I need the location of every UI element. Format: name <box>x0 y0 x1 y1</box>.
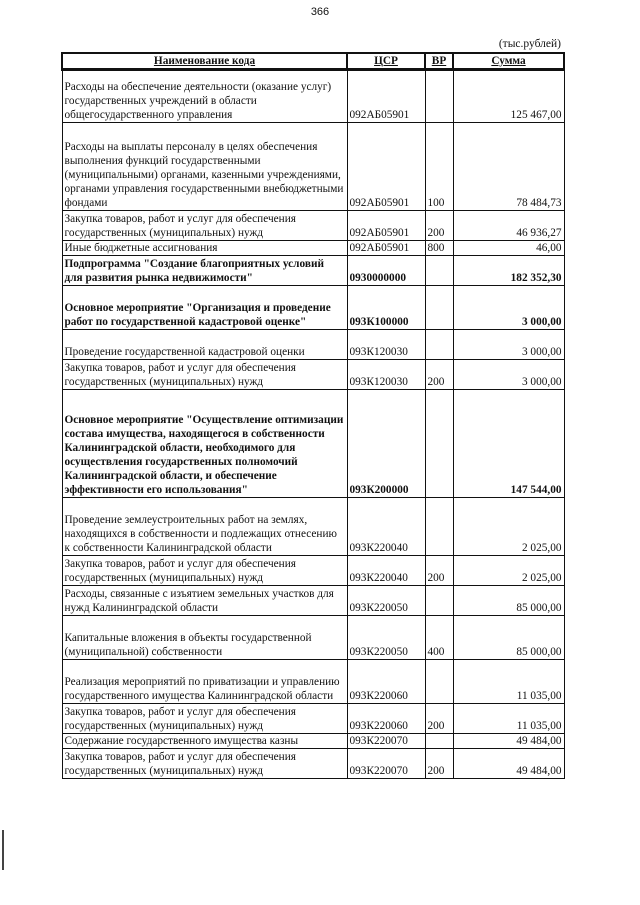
table-row <box>62 255 564 285</box>
row-sum: 11 035,00 <box>453 659 564 703</box>
row-vr: 100 <box>425 122 453 210</box>
row-vr: 200 <box>425 359 453 389</box>
row-vr <box>425 585 453 615</box>
row-name: Иные бюджетные ассигнования <box>62 240 347 255</box>
row-vr <box>425 329 453 359</box>
row-sum: 49 484,00 <box>453 748 564 778</box>
row-name: Расходы на выплаты персоналу в целях обеспечения выполнения функций государственными (муниципальными) органами, казенными учреждениями, органами управления государственными внебюджетными фондами <box>62 122 347 210</box>
row-vr: 200 <box>425 748 453 778</box>
row-name: Закупка товаров, работ и услуг для обеспечения государственных (муниципальных) нужд <box>62 555 347 585</box>
table-row <box>62 285 564 329</box>
row-csr: 0930000000 <box>347 255 425 285</box>
row-csr: 093К120030 <box>347 329 425 359</box>
row-sum: 2 025,00 <box>453 555 564 585</box>
row-csr: 093К220070 <box>347 733 425 748</box>
header-name: Наименование кода <box>62 53 347 70</box>
row-name: Капитальные вложения в объекты государственной (муниципальной) собственности <box>62 615 347 659</box>
row-name: Расходы на обеспечение деятельности (оказание услуг) государственных учреждений в области общегосударственного управления <box>62 70 347 122</box>
table-row <box>62 329 564 359</box>
table-row <box>62 497 564 555</box>
row-name: Подпрограмма "Создание благоприятных условий для развития рынка недвижимости" <box>62 255 347 285</box>
row-sum: 85 000,00 <box>453 615 564 659</box>
row-vr <box>425 70 453 122</box>
row-csr: 093К100000 <box>347 285 425 329</box>
row-vr: 200 <box>425 555 453 585</box>
row-sum: 49 484,00 <box>453 733 564 748</box>
row-sum: 3 000,00 <box>453 329 564 359</box>
row-sum: 3 000,00 <box>453 359 564 389</box>
row-sum: 125 467,00 <box>453 70 564 122</box>
row-csr: 093К220060 <box>347 659 425 703</box>
margin-mark <box>2 830 4 870</box>
row-vr <box>425 497 453 555</box>
header-vr: ВР <box>425 53 453 70</box>
row-vr: 400 <box>425 615 453 659</box>
row-sum: 147 544,00 <box>453 389 564 497</box>
table-row <box>62 70 564 122</box>
row-name: Основное мероприятие "Осуществление оптимизации состава имущества, находящегося в собственности Калининградской области, необходимого для осуществления государственных полномочий Калининградской области, и обеспечение эффективности его использования" <box>62 389 347 497</box>
row-csr: 093К220070 <box>347 748 425 778</box>
row-csr: 092АБ05901 <box>347 70 425 122</box>
table-row <box>62 210 564 240</box>
row-vr <box>425 389 453 497</box>
row-name: Проведение государственной кадастровой оценки <box>62 329 347 359</box>
row-name: Содержание государственного имущества казны <box>62 733 347 748</box>
page-number: 366 <box>310 6 330 18</box>
budget-table <box>61 52 565 779</box>
row-name: Проведение землеустроительных работ на землях, находящихся в собственности и подлежащих отнесению к собственности Калининградской области <box>62 497 347 555</box>
row-name: Реализация мероприятий по приватизации и управлению государственного имущества Калининградской области <box>62 659 347 703</box>
table-row <box>62 659 564 703</box>
row-csr: 093К220050 <box>347 585 425 615</box>
row-vr: 800 <box>425 240 453 255</box>
row-csr: 093К120030 <box>347 359 425 389</box>
row-sum: 46 936,27 <box>453 210 564 240</box>
table-row <box>62 703 564 733</box>
row-csr: 092АБ05901 <box>347 210 425 240</box>
table-row <box>62 555 564 585</box>
unit-label: (тыс.рублей) <box>498 38 561 50</box>
row-csr: 093К220060 <box>347 703 425 733</box>
row-vr <box>425 659 453 703</box>
table-row <box>62 748 564 778</box>
row-name: Закупка товаров, работ и услуг для обеспечения государственных (муниципальных) нужд <box>62 703 347 733</box>
row-vr <box>425 255 453 285</box>
table-row <box>62 359 564 389</box>
row-vr: 200 <box>425 210 453 240</box>
row-csr: 093К220040 <box>347 555 425 585</box>
row-sum: 78 484,73 <box>453 122 564 210</box>
row-vr: 200 <box>425 703 453 733</box>
row-sum: 3 000,00 <box>453 285 564 329</box>
row-sum: 46,00 <box>453 240 564 255</box>
row-csr: 092АБ05901 <box>347 122 425 210</box>
row-name: Расходы, связанные с изъятием земельных участков для нужд Калининградской области <box>62 585 347 615</box>
table-row <box>62 122 564 210</box>
row-csr: 093К220040 <box>347 497 425 555</box>
table-row <box>62 615 564 659</box>
row-vr <box>425 285 453 329</box>
row-sum: 182 352,30 <box>453 255 564 285</box>
row-sum: 11 035,00 <box>453 703 564 733</box>
table-row <box>62 389 564 497</box>
header-csr: ЦСР <box>347 53 425 70</box>
row-name: Закупка товаров, работ и услуг для обеспечения государственных (муниципальных) нужд <box>62 210 347 240</box>
row-name: Закупка товаров, работ и услуг для обеспечения государственных (муниципальных) нужд <box>62 748 347 778</box>
row-name: Закупка товаров, работ и услуг для обеспечения государственных (муниципальных) нужд <box>62 359 347 389</box>
row-name: Основное мероприятие "Организация и проведение работ по государственной кадастровой оценке" <box>62 285 347 329</box>
row-csr: 092АБ05901 <box>347 240 425 255</box>
row-sum: 85 000,00 <box>453 585 564 615</box>
table-row <box>62 585 564 615</box>
row-sum: 2 025,00 <box>453 497 564 555</box>
row-csr: 093К200000 <box>347 389 425 497</box>
table-row <box>62 733 564 748</box>
row-vr <box>425 733 453 748</box>
header-sum: Сумма <box>453 53 564 70</box>
row-csr: 093К220050 <box>347 615 425 659</box>
table-header-row <box>62 53 564 70</box>
table-row <box>62 240 564 255</box>
